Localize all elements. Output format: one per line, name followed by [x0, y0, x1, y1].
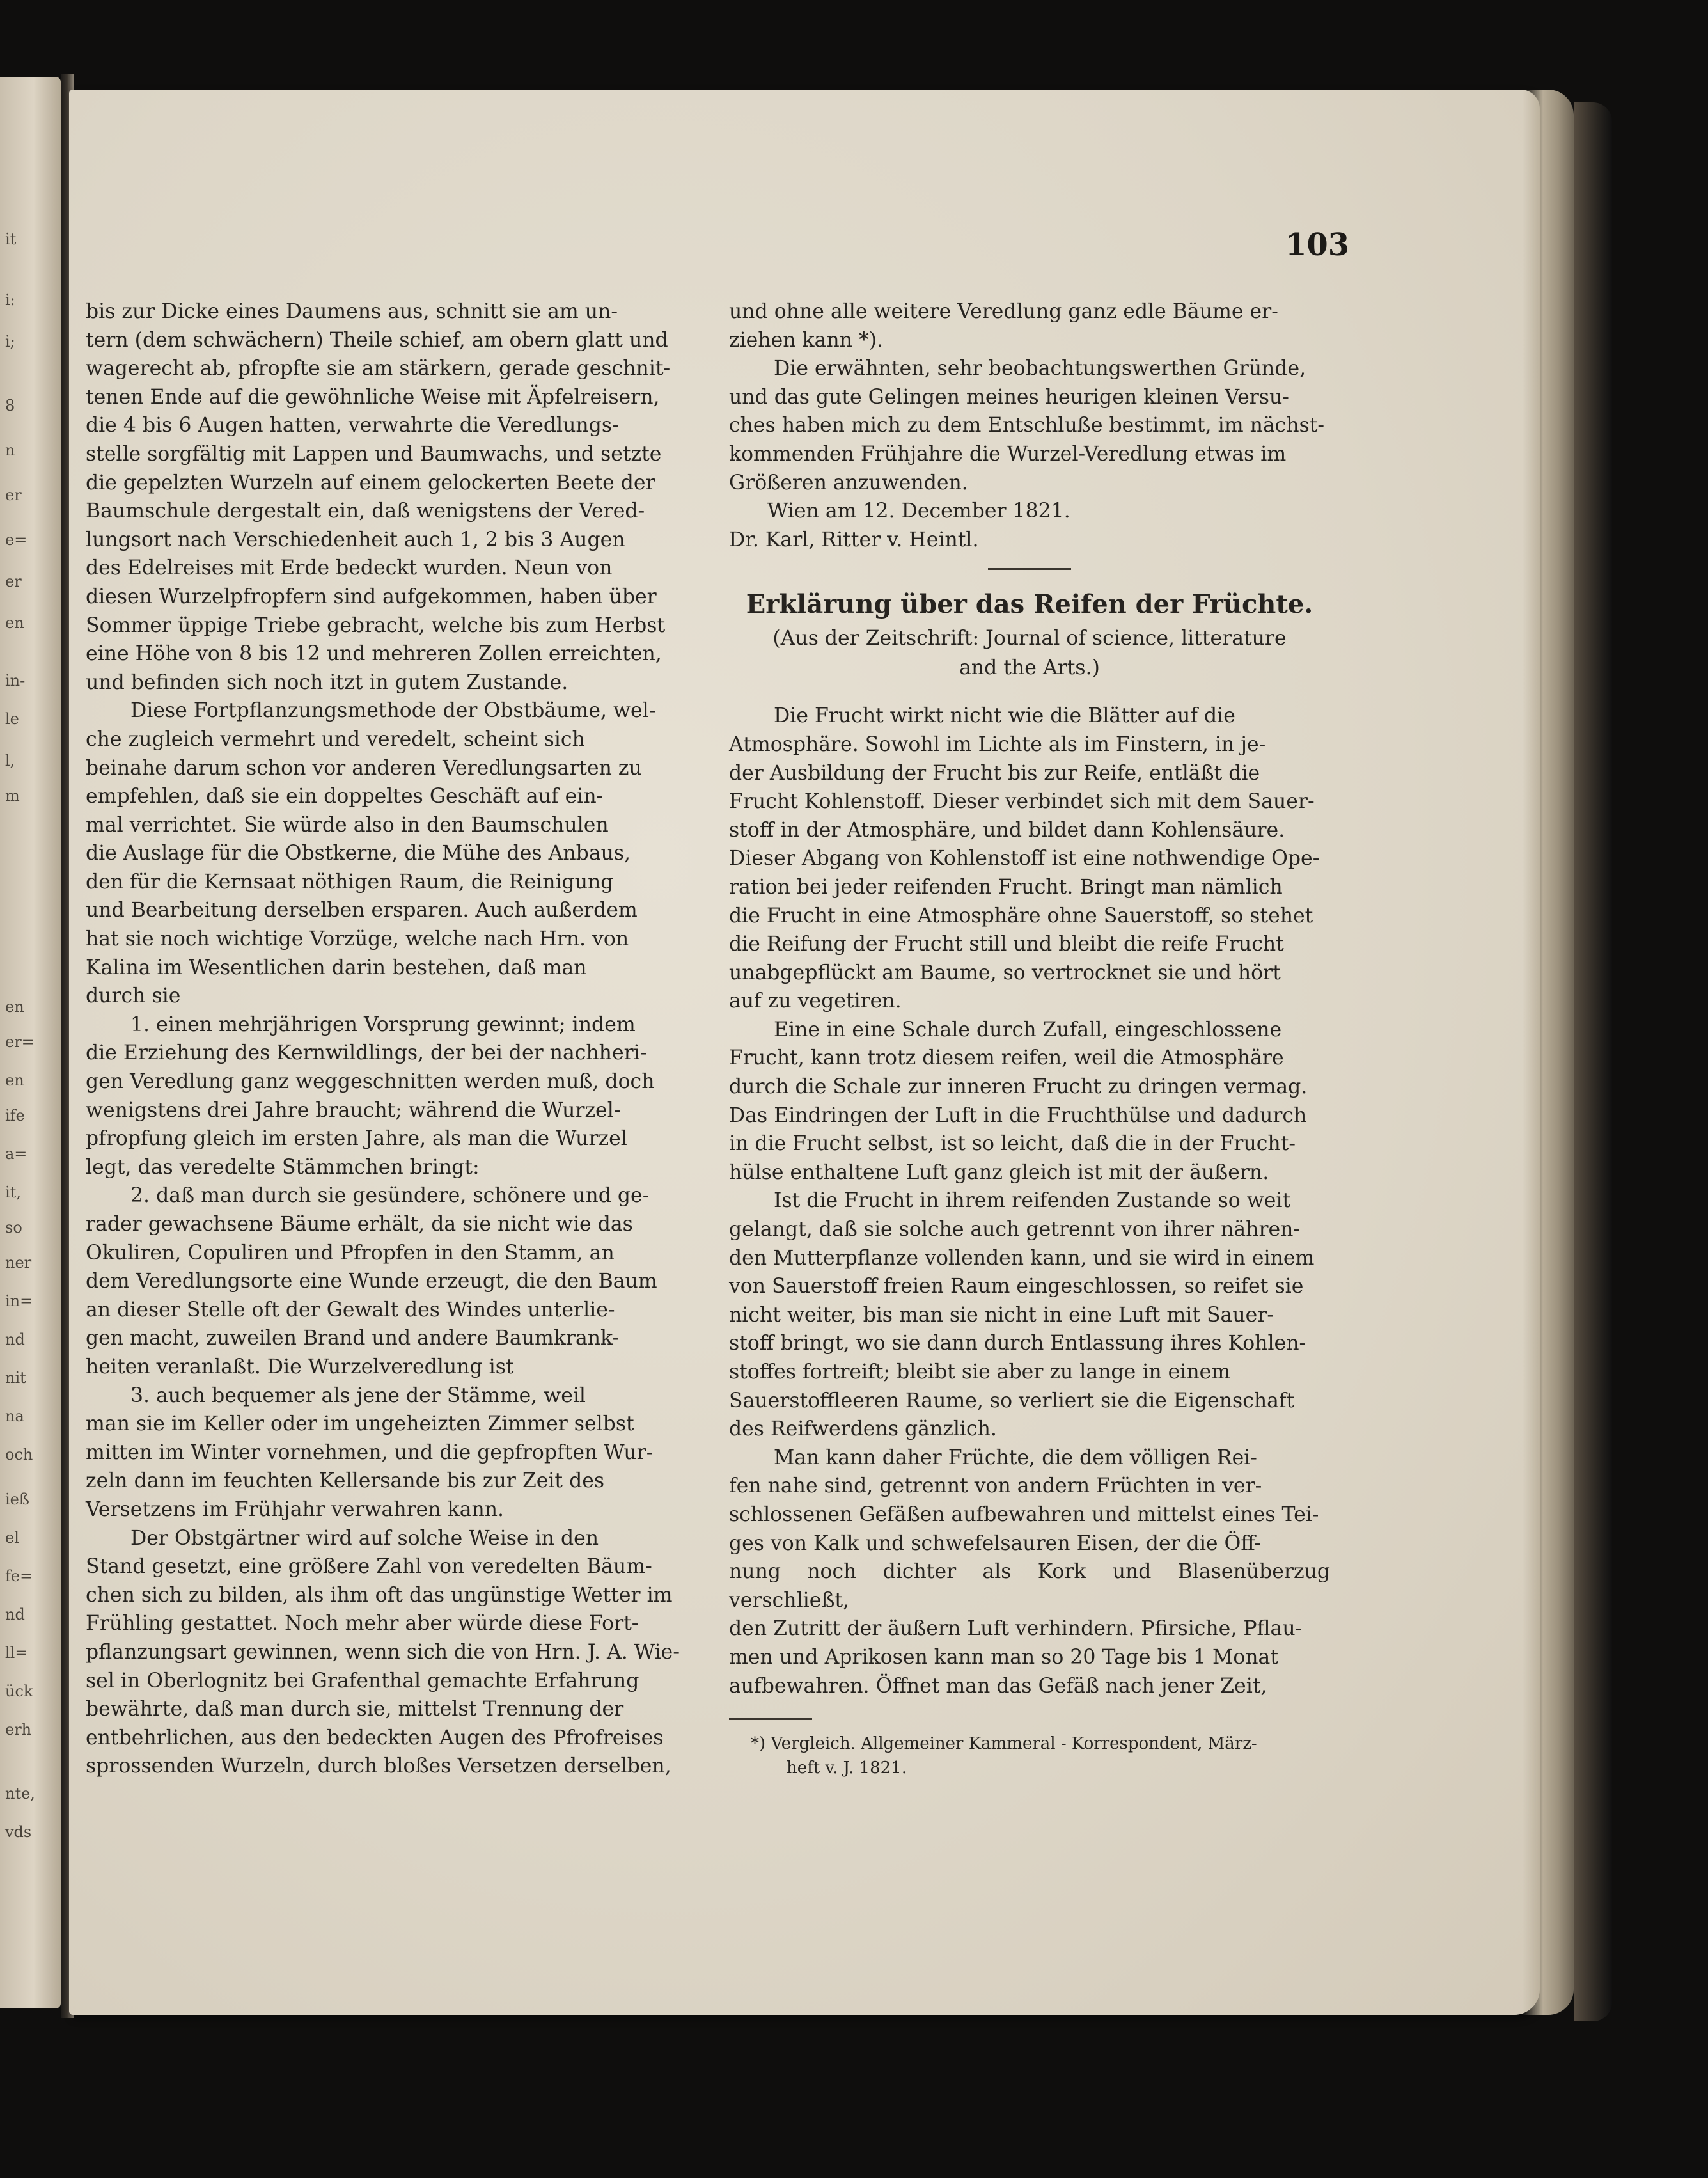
text-line: chen sich zu bilden, als ihm oft das ungünstige Wetter im [86, 1583, 673, 1607]
margin-fragment: it, [5, 1183, 21, 1201]
text-line: stelle sorgfältig mit Lappen und Baumwachs, und setzte [86, 442, 662, 466]
text-line: und das gute Gelingen meines heurigen kleinen Versu- [729, 385, 1289, 409]
text-line: wagerecht ab, pfropfte sie am stärkern, gerade geschnit- [86, 357, 671, 381]
text-line: hat sie noch wichtige Vorzüge, welche nach Hrn. von [86, 927, 629, 951]
text-line: beinahe darum schon vor anderen Veredlungsarten zu [86, 756, 642, 780]
text-line: die Frucht in eine Atmosphäre ohne Sauerstoff, so stehet [729, 904, 1313, 927]
margin-fragment: a= [5, 1145, 27, 1163]
margin-fragment: ll= [5, 1644, 28, 1662]
text-line: die 4 bis 6 Augen hatten, verwahrte die Veredlungs- [86, 414, 619, 438]
margin-fragment: er= [5, 1033, 35, 1051]
text-line: legt, das veredelte Stämmchen bringt: [86, 1155, 480, 1179]
footnote-divider [729, 1718, 812, 1720]
right-text-column [729, 297, 1330, 1780]
text-line: fen nahe sind, getrennt von andern Früchten in ver- [729, 1474, 1262, 1498]
margin-fragment: i; [5, 333, 15, 351]
text-line: hülse enthaltene Luft ganz gleich ist mit der äußern. [729, 1160, 1269, 1184]
margin-fragment: m [5, 787, 20, 805]
text-line: sel in Oberlognitz bei Grafenthal gemachte Erfahrung [86, 1669, 639, 1693]
margin-fragment: och [5, 1446, 33, 1464]
text-line: Eine in eine Schale durch Zufall, eingeschlossene [774, 1018, 1282, 1041]
text-line: 2. daß man durch sie gesündere, schönere und ge- [130, 1184, 650, 1208]
text-line: durch sie [86, 984, 181, 1008]
text-line: entbehrlichen, aus den bedeckten Augen des Pfrofreises [86, 1726, 664, 1749]
text-line: ziehen kann *). [729, 328, 884, 352]
text-line: die Auslage für die Obstkerne, die Mühe des Anbaus, [86, 842, 631, 865]
text-line: und Bearbeitung derselben ersparen. Auch außerdem [86, 899, 638, 922]
text-line: dem Veredlungsorte eine Wunde erzeugt, die den Baum [86, 1270, 657, 1293]
text-line: Frucht, kann trotz diesem reifen, weil die Atmosphäre [729, 1046, 1284, 1070]
text-line: von Sauerstoff freien Raum eingeschlossen, so reifet sie [729, 1275, 1304, 1298]
text-line: schlossenen Gefäßen aufbewahren und mittelst eines Tei- [729, 1503, 1319, 1526]
text-line: Der Obstgärtner wird auf solche Weise in den [130, 1526, 599, 1550]
margin-fragment: nit [5, 1369, 26, 1387]
margin-fragment: el [5, 1529, 19, 1547]
margin-fragment: fe= [5, 1567, 33, 1585]
margin-fragment: en [5, 1071, 24, 1089]
text-line: gelangt, daß sie solche auch getrennt von ihrer nähren- [729, 1218, 1301, 1242]
text-line: lungsort nach Verschiedenheit auch 1, 2 bis 3 Augen [86, 528, 625, 551]
letter-conclusion [729, 297, 1330, 497]
text-line: Atmosphäre. Sowohl im Lichte als im Finstern, in je- [729, 732, 1266, 756]
text-line: 1. einen mehrjährigen Vorsprung gewinnt; indem [130, 1013, 636, 1036]
text-line: die Erziehung des Kernwildlings, der bei der nachheri- [86, 1041, 647, 1065]
text-line: stoff in der Atmosphäre, und bildet dann Kohlensäure. [729, 818, 1285, 842]
margin-fragment: nte, [5, 1785, 35, 1803]
text-line: des Reifwerdens gänzlich. [729, 1417, 997, 1441]
text-line: auf zu vegetiren. [729, 990, 902, 1013]
margin-fragment: ieß [5, 1490, 29, 1508]
text-line: tenen Ende auf die gewöhnliche Weise mit Äpfelreisern, [86, 385, 660, 409]
margin-fragment: le [5, 710, 19, 728]
text-line: an dieser Stelle oft der Gewalt des Windes unterlie- [86, 1298, 615, 1322]
text-line: und ohne alle weitere Veredlung ganz edle Bäume er- [729, 300, 1278, 323]
text-line: unabgepflückt am Baume, so vertrocknet sie und hört [729, 961, 1281, 984]
text-line: mitten im Winter vornehmen, und die gepfropften Wur- [86, 1440, 654, 1464]
margin-fragment: nd [5, 1606, 25, 1623]
text-line: der Ausbildung der Frucht bis zur Reife, entläßt die [729, 761, 1260, 785]
text-line: Größeren anzuwenden. [729, 471, 968, 494]
text-line: Man kann daher Früchte, die dem völligen Rei- [774, 1446, 1257, 1469]
text-line: die gepelzten Wurzeln auf einem gelockerten Beete der [86, 471, 655, 494]
text-line: den Zutritt der äußern Luft verhindern. Pfirsiche, Pflau- [729, 1617, 1303, 1641]
text-line: heiten veranlaßt. Die Wurzelveredlung ist [86, 1355, 514, 1378]
text-line: ches haben mich zu dem Entschluße bestimmt, im nächst- [729, 414, 1325, 438]
text-line: und befinden sich noch itzt in gutem Zustande. [86, 670, 568, 694]
dateline: Wien am 12. December 1821. [767, 500, 1070, 523]
text-line: stoff bringt, wo sie dann durch Entlassung ihres Kohlen- [729, 1332, 1306, 1355]
text-line: tern (dem schwächern) Theile schief, am obern glatt und [86, 328, 668, 352]
text-line: Frucht Kohlenstoff. Dieser verbindet sich mit dem Sauer- [729, 790, 1315, 814]
article-source-line-2: and the Arts.) [959, 656, 1100, 680]
text-line: bewährte, daß man durch sie, mittelst Trennung der [86, 1698, 624, 1721]
text-line: men und Aprikosen kann man so 20 Tage bis 1 Monat [729, 1645, 1278, 1669]
text-line: Okuliren, Copuliren und Pfropfen in den Stamm, an [86, 1241, 615, 1265]
text-line: Stand gesetzt, eine größere Zahl von veredelten Bäum- [86, 1555, 652, 1579]
margin-fragment: so [5, 1219, 22, 1236]
margin-fragment: er [5, 486, 22, 504]
text-line: aufbewahren. Öffnet man das Gefäß nach jener Zeit, [729, 1674, 1267, 1698]
margin-fragment: i: [5, 291, 15, 309]
section-divider [988, 568, 1071, 570]
text-line: Frühling gestattet. Noch mehr aber würde diese Fort- [86, 1612, 639, 1636]
text-line: des Edelreises mit Erde bedeckt wurden. Neun von [86, 556, 613, 580]
text-line: wenigstens drei Jahre braucht; während die Wurzel- [86, 1098, 621, 1122]
margin-fragment: ife [5, 1107, 25, 1125]
text-line: ration bei jeder reifenden Frucht. Bringt man nämlich [729, 875, 1283, 899]
text-line: Versetzens im Frühjahr verwahren kann. [86, 1497, 505, 1521]
page-edge-shadow [1523, 90, 1574, 2015]
text-line: sprossenden Wurzeln, durch bloßes Versetzen derselben, [86, 1755, 671, 1778]
left-text-column [86, 297, 687, 1781]
margin-fragment: l, [5, 752, 15, 769]
margin-fragment: nd [5, 1330, 25, 1348]
text-line: ges von Kalk und schwefelsauren Eisen, der die Öff- [729, 1531, 1262, 1555]
margin-fragment: e= [5, 531, 27, 549]
text-line: Das Eindringen der Luft in die Fruchthülse und dadurch [729, 1103, 1307, 1127]
margin-fragment: en [5, 614, 24, 632]
margin-fragment: er [5, 572, 22, 590]
text-line: bis zur Dicke eines Daumens aus, schnitt sie am un- [86, 300, 618, 323]
text-line: in die Frucht selbst, ist so leicht, daß die in der Frucht- [729, 1132, 1296, 1156]
page-stack-edge [1574, 102, 1612, 2021]
text-line: 3. auch bequemer als jene der Stämme, weil [130, 1384, 586, 1407]
text-line: eine Höhe von 8 bis 12 und mehreren Zollen erreichten, [86, 642, 662, 666]
spacer [729, 683, 1330, 702]
text-line: gen Veredlung ganz weggeschnitten werden muß, doch [86, 1070, 655, 1094]
margin-fragment: ück [5, 1682, 33, 1700]
article-body [729, 702, 1330, 1700]
signature: Dr. Karl, Ritter v. Heintl. [729, 528, 979, 551]
text-line: Kalina im Wesentlichen darin bestehen, daß man [86, 956, 587, 979]
text-line: Baumschule dergestalt ein, daß wenigstens der Vered- [86, 500, 645, 523]
margin-fragment: in= [5, 1292, 33, 1310]
page-number: 103 [1285, 227, 1350, 263]
article-heading: Erklärung über das Reifen der Früchte. [746, 589, 1313, 620]
text-line: pfropfung gleich im ersten Jahre, als man die Wurzel [86, 1127, 627, 1151]
margin-fragment: 8 [5, 397, 15, 414]
text-line: Die Frucht wirkt nicht wie die Blätter auf die [774, 704, 1235, 728]
text-line: durch die Schale zur inneren Frucht zu dringen vermag. [729, 1075, 1308, 1099]
text-line: gen macht, zuweilen Brand und andere Baumkrank- [86, 1327, 620, 1350]
text-line: den Mutterpflanze vollenden kann, und sie wird in einem [729, 1246, 1315, 1270]
margin-fragment: ner [5, 1254, 32, 1272]
text-line: Sauerstoffleeren Raume, so verliert sie die Eigenschaft [729, 1389, 1295, 1412]
text-line: Sommer üppige Triebe gebracht, welche bis zum Herbst [86, 613, 666, 637]
text-line: mal verrichtet. Sie würde also in den Baumschulen [86, 813, 609, 837]
margin-fragment: erh [5, 1721, 32, 1739]
text-line: Ist die Frucht in ihrem reifenden Zustande so weit [774, 1189, 1291, 1213]
text-line: Die erwähnten, sehr beobachtungswerthen Gründe, [774, 357, 1306, 381]
text-line: che zugleich vermehrt und veredelt, scheint sich [86, 727, 585, 751]
footnote-line-2: heft v. J. 1821. [787, 1758, 907, 1778]
text-line: nung noch dichter als Kork und Blasenüberzug verschließt, [729, 1560, 1330, 1612]
text-line: den für die Kernsaat nöthigen Raum, die Reinigung [86, 870, 614, 894]
margin-fragment: en [5, 998, 24, 1016]
text-line: kommenden Frühjahre die Wurzel-Veredlung etwas im [729, 442, 1287, 466]
margin-fragment: vds [5, 1823, 32, 1841]
left-page-edge [0, 77, 61, 2008]
text-line: zeln dann im feuchten Kellersande bis zur Zeit des [86, 1469, 605, 1493]
text-line: stoffes fortreift; bleibt sie aber zu lange in einem [729, 1361, 1231, 1384]
text-line: Dieser Abgang von Kohlenstoff ist eine nothwendige Ope- [729, 847, 1320, 871]
text-line: man sie im Keller oder im ungeheizten Zimmer selbst [86, 1412, 634, 1436]
text-line: diesen Wurzelpfropfern sind aufgekommen, haben über [86, 585, 657, 608]
text-line: pflanzungsart gewinnen, wenn sich die von Hrn. J. A. Wie- [86, 1640, 680, 1664]
text-line: die Reifung der Frucht still und bleibt die reife Frucht [729, 933, 1284, 956]
text-line: rader gewachsene Bäume erhält, da sie nicht wie das [86, 1213, 633, 1236]
margin-fragment: n [5, 441, 15, 459]
article-source-line-1: (Aus der Zeitschrift: Journal of science, litterature [772, 627, 1287, 651]
text-line: empfehlen, daß sie ein doppeltes Geschäft auf ein- [86, 785, 604, 809]
margin-fragment: na [5, 1407, 24, 1425]
text-line: Diese Fortpflanzungsmethode der Obstbäume, wel- [130, 699, 656, 723]
text-line: nicht weiter, bis man sie nicht in eine Luft mit Sauer- [729, 1303, 1274, 1327]
margin-fragment: it [5, 230, 17, 248]
margin-fragment: in- [5, 672, 26, 690]
footnote-line-1: *) Vergleich. Allgemeiner Kammeral - Korrespondent, März- [751, 1734, 1257, 1754]
